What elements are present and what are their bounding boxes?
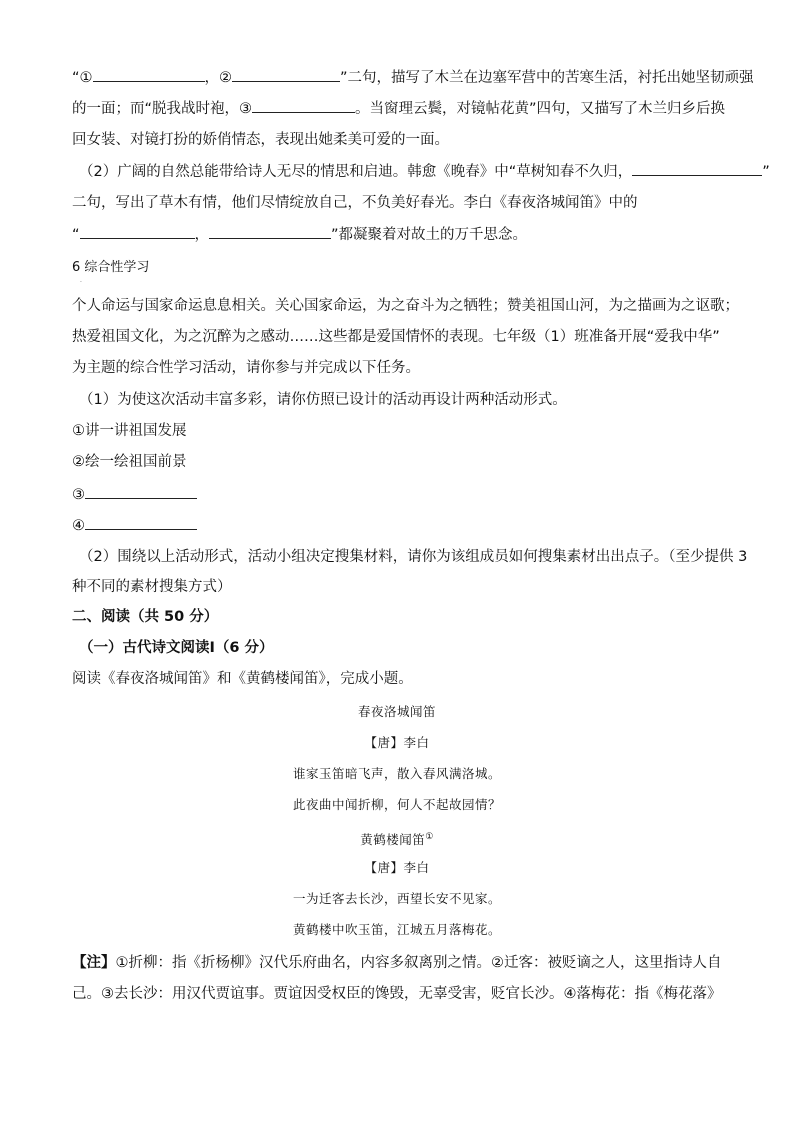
- note-label: 【注】: [72, 955, 116, 971]
- fill-blank-1[interactable]: [93, 67, 205, 82]
- q5-line-4: [79, 161, 770, 182]
- q6-sub-2-line-1: （2）围绕以上活动形式，活动小组决定搜集材料，请你为该组成员如何搜集素材出出点子。（至少提供 3: [79, 549, 748, 565]
- fill-blank-activity-3[interactable]: [85, 484, 197, 499]
- q6-activity-3: [72, 484, 197, 505]
- q5-line-5: 二句，写出了草木有情，他们尽情绽放自己，不负美好春光。李白《春夜洛城闻笛》中的: [72, 195, 638, 211]
- fill-blank-activity-4[interactable]: [85, 515, 197, 530]
- q5-text: 。当窗理云鬓，对镜帖花黄”四句，又描写了木兰归乡后换: [355, 101, 726, 117]
- section-2-title: 二、阅读（共 50 分）: [72, 609, 219, 625]
- q6-title: 6 综合性学习: [72, 260, 150, 275]
- q6-text: ④: [72, 518, 85, 534]
- q5-text: ”: [762, 164, 770, 180]
- section-2-intro: 阅读《春夜洛城闻笛》和《黄鹤楼闻笛》，完成小题。: [72, 671, 413, 687]
- q5-line-3: 回女装、对镜打扮的娇俏情态，表现出她柔美可爱的一面。: [72, 132, 449, 148]
- fill-blank-4[interactable]: [632, 161, 762, 176]
- q6-text: ③: [72, 487, 85, 503]
- decorative-dot: ·: [80, 279, 82, 286]
- q5-text: ”二句，描写了木兰在边塞军营中的苦寒生活，衬托出她坚韧顽强: [340, 70, 754, 86]
- fill-blank-6[interactable]: [209, 224, 331, 239]
- note-line-1: [72, 953, 722, 973]
- q5-line-2: [72, 98, 725, 119]
- q6-activity-4: [72, 515, 197, 536]
- poem-1-title: 春夜洛城闻笛: [357, 704, 436, 719]
- q6-para-1: 个人命运与国家命运息息相关。关心国家命运，为之奋斗为之牺牲；赞美祖国山河，为之描画为之讴歌；: [72, 298, 739, 314]
- q5-line-1: [72, 67, 754, 88]
- poem-2-author: 【唐】李白: [364, 860, 430, 875]
- poem-1-line-2: 此夜曲中闻折柳，何人不起故园情？: [292, 797, 501, 812]
- q5-text: “①: [72, 70, 93, 86]
- poem-1-line-1: 谁家玉笛暗飞声，散入春风满洛城。: [292, 766, 501, 781]
- poem-2-title: 黄鹤楼闻笛: [360, 832, 426, 848]
- poem-1-author: 【唐】李白: [364, 735, 430, 750]
- note-text: ①折柳：指《折杨柳》汉代乐府曲名，内容多叙离别之情。②迁客：被贬谪之人，这里指诗人自: [115, 955, 722, 971]
- q6-sub-1: （1）为使这次活动丰富多彩，请你仿照已设计的活动再设计两种活动形式。: [79, 392, 567, 408]
- note-line-2: 己。③去长沙：用汉代贾谊事。贾谊因受权臣的馋毁，无辜受害，贬官长沙。④落梅花：指《梅花落》: [72, 986, 722, 1002]
- poem-2-line-1: 一为迁客去长沙，西望长安不见家。: [292, 891, 501, 906]
- q6-sub-2-line-2: 种不同的素材搜集方式）: [72, 579, 232, 595]
- q5-line-6: [72, 224, 527, 245]
- q5-text: ，: [194, 227, 210, 243]
- q5-text: ，②: [204, 70, 233, 86]
- fill-blank-5[interactable]: [80, 224, 195, 239]
- q6-activity-2: ②绘一绘祖国前景: [72, 454, 187, 470]
- q5-text: “: [72, 227, 80, 243]
- q5-text: 的一面；而“脱我战时袍，③: [72, 101, 253, 117]
- q6-para-2: 热爱祖国文化，为之沉醉为之感动……这些都是爱国情怀的表现。七年级（1）班准备开展“爱我中华”: [72, 329, 720, 345]
- footnote-marker: ①: [425, 832, 434, 842]
- poem-2-title-row: [0, 828, 794, 849]
- fill-blank-3[interactable]: [252, 98, 355, 113]
- q5-text: （2）广阔的自然总能带给诗人无尽的情思和启迪。韩愈《晚春》中“草树知春不久归，: [79, 164, 633, 180]
- fill-blank-2[interactable]: [232, 67, 340, 82]
- q6-activity-1: ①讲一讲祖国发展: [72, 423, 187, 439]
- q6-para-3: 为主题的综合性学习活动，请你参与并完成以下任务。: [72, 360, 420, 376]
- q5-text: ”都凝聚着对故土的万千思念。: [331, 227, 528, 243]
- section-2-subtitle: （一）古代诗文阅读Ⅰ（6 分）: [79, 640, 274, 656]
- poem-2-line-2: 黄鹤楼中吹玉笛，江城五月落梅花。: [292, 922, 501, 937]
